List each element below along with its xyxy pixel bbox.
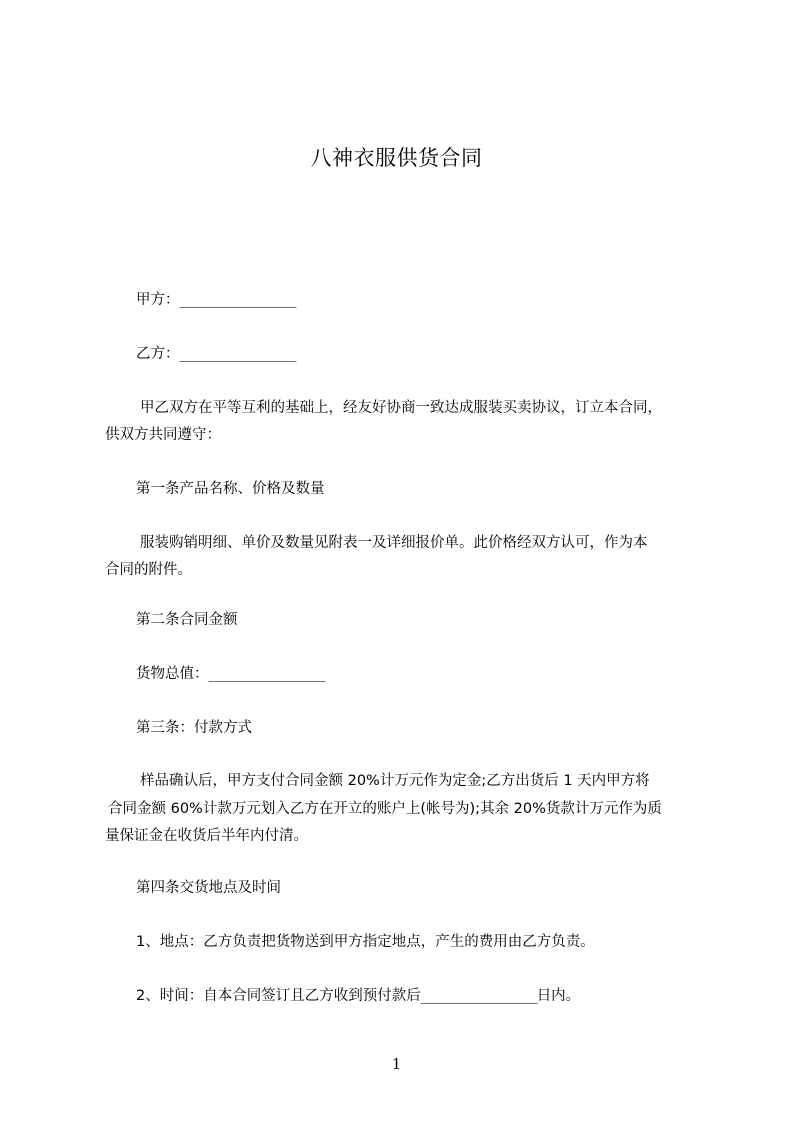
- document-title: 八神衣服供货合同: [310, 146, 483, 170]
- article1-body-line-1: 服装购销明细、单价及数量见附表一及详细报价单。此价格经双方认可，作为本: [140, 535, 648, 551]
- item2-prefix: 2、时间：自本合同签订且乙方收到预付款后: [136, 988, 421, 1004]
- article1-heading: 第一条产品名称、价格及数量: [136, 481, 325, 497]
- party-a-line: [136, 286, 736, 314]
- article3-body-line-3: 量保证金在收货后半年内付清。: [105, 828, 308, 844]
- article3-body-line-1: 样品确认后，甲方支付合同金额 20%计万元作为定金;乙方出货后 1 天内甲方将: [140, 773, 650, 789]
- party-b-line: [136, 340, 736, 368]
- article1-body-line-2: 合同的附件。: [105, 562, 192, 578]
- intro-line-2: 供双方共同遵守：: [105, 427, 221, 443]
- party-a-label: 甲方：: [136, 292, 180, 308]
- article4-item-2: [136, 982, 736, 1010]
- party-a-blank: _______________: [179, 292, 296, 308]
- page-number: 1: [391, 1055, 402, 1073]
- item2-suffix: 日内。: [536, 988, 581, 1004]
- party-b-label: 乙方：: [136, 346, 180, 362]
- item2-blank: _______________: [420, 988, 537, 1004]
- article4-heading: 第四条交货地点及时间: [136, 880, 281, 896]
- total-value-blank: _______________: [208, 666, 325, 682]
- article2-heading: 第二条合同金额: [136, 612, 238, 628]
- article4-item-1: 1、地点：乙方负责把货物送到甲方指定地点，产生的费用由乙方负责。: [136, 934, 595, 950]
- article3-body-line-2: 合同金额 60%计款万元划入乙方在开立的账户上(帐号为);其余 20%货款计万元作为质: [108, 801, 662, 817]
- party-b-blank: _______________: [179, 346, 296, 362]
- article3-heading: 第三条：付款方式: [136, 720, 252, 736]
- article2-total-line: [136, 660, 736, 688]
- total-value-label: 货物总值：: [136, 666, 209, 682]
- intro-line-1: 甲乙双方在平等互利的基础上，经友好协商一致达成服装买卖协议，订立本合同，: [140, 400, 662, 416]
